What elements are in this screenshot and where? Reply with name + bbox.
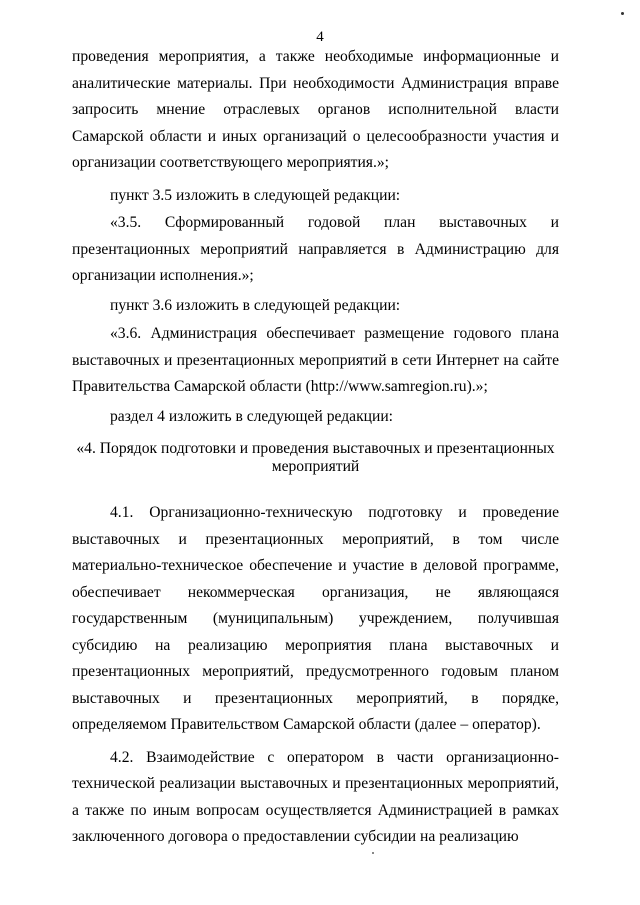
document-body <box>72 44 559 851</box>
paragraph-item-3-6: «3.6. Администрация обеспечивает размещение годового плана выставочных и презентационных мероприятий в сети Интернет на сайте Правительства Самарской области (http://www.samregion.ru).»; <box>72 325 559 395</box>
paragraph-item-3-5-intro: пункт 3.5 изложить в следующей редакции: <box>110 186 401 204</box>
scan-artifact <box>621 12 624 15</box>
paragraph-section-4-intro: раздел 4 изложить в следующей редакции: <box>110 407 394 425</box>
page-number: 4 <box>316 29 324 45</box>
section-heading: «4. Порядок подготовки и проведения выставочных и презентационных мероприятий <box>76 440 555 475</box>
scan-artifact <box>372 852 374 854</box>
paragraph-item-3-5: «3.5. Сформированный годовой план выставочных и презентационных мероприятий направляется в Администрацию для организации исполнения.»; <box>72 214 559 284</box>
paragraph-item-3-6-intro: пункт 3.6 изложить в следующей редакции: <box>110 296 401 314</box>
paragraph-item-4-1: 4.1. Организационно-техническую подготовку и проведение выставочных и презентационных мероприятий, в том числе материально-техническое обеспечение и участие в деловой программе, обеспечивает некоммерческая организация, не являющаяся государственным (муниципальным) учреждением, получившая субсидию на реализацию мероприятия плана выставочных и презентационных мероприятий, предусмотренного годовым планом выставочных и презентационных мероприятий, в порядке, определяемом Правительством Самарской области (далее – оператор). <box>72 504 559 733</box>
paragraph-continuation: проведения мероприятия, а также необходимые информационные и аналитические материалы. При необходимости Администрация вправе запросить мнение отраслевых органов исполнительной власти Самарской области и иных организаций о целесообразности участия и организации соответствующего мероприятия.»; <box>72 48 559 171</box>
paragraph-item-4-2: 4.2. Взаимодействие с оператором в части организационно-технической реализации выставочных и презентационных мероприятий, а также по иным вопросам осуществляется Администрацией в рамках заключенного договора о предоставлении субсидии на реализацию <box>72 748 559 845</box>
